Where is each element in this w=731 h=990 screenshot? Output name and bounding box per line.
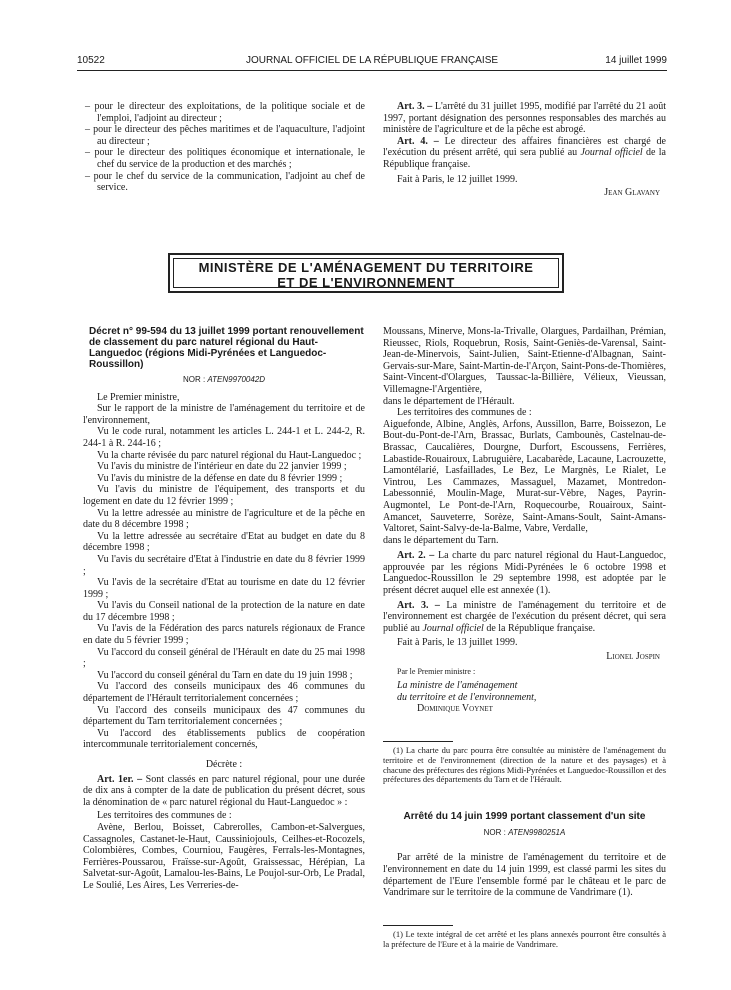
- ministry-heading-box: [168, 253, 564, 293]
- agriculture-articles: [383, 101, 666, 199]
- nor-label: NOR :: [483, 827, 509, 837]
- visa: Vu la lettre adressée au secrétaire d'Etat au budget en date du 8 décembre 1998 ;: [83, 530, 365, 554]
- list-item: – pour le directeur des pêches maritimes et de l'aquaculture, l'adjoint au directeur ;: [85, 124, 365, 147]
- visa: Vu l'accord des conseils municipaux des 46 communes du département de l'Hérault territorialement concernées ;: [83, 681, 365, 705]
- visa: Vu la lettre adressée au ministre de l'agriculture et de la pêche en date du 8 décembre 1998 ;: [83, 507, 365, 531]
- header-rule: [77, 70, 667, 71]
- visa: Vu l'avis du Conseil national de la protection de la nature en date du 17 décembre 1998 ;: [83, 600, 365, 623]
- journal-name: Journal officiel: [580, 147, 643, 159]
- decree-title: Décret n° 99-594 du 13 juillet 1999 portant renouvellement de classement du parc naturel régional du Haut-Languedoc (régions Midi-Pyrénées et Languedoc-Roussillon): [89, 326, 364, 370]
- arrete-title: Arrêté du 14 juin 1999 portant classement d'un site: [403, 811, 646, 823]
- decrete: Décrète :: [205, 759, 243, 770]
- visa: Vu l'accord des établissements publics de coopération intercommunale territorialement concernés,: [83, 727, 365, 751]
- visa: Vu l'avis de la Fédération des parcs naturels régionaux de France en date du 5 février 1999 ;: [83, 623, 365, 647]
- visa: Vu l'avis du ministre de l'intérieur en date du 22 janvier 1999 ;: [97, 461, 347, 473]
- visa: Vu l'avis du ministre de l'équipement, des transports et du logement en date du 12 février 1999 ;: [83, 484, 365, 507]
- footnote-rule: [383, 925, 453, 926]
- journal-title: JOURNAL OFFICIEL DE LA RÉPUBLIQUE FRANÇAISE: [245, 55, 499, 66]
- territories-intro: Les territoires des communes de :: [97, 810, 232, 822]
- herault-dept: dans le département de l'Hérault.: [383, 395, 515, 407]
- article-label: Art. 2. –: [397, 550, 435, 562]
- visa: Vu l'avis du secrétaire d'Etat à l'industrie en date du 8 février 1999 ;: [83, 553, 365, 577]
- list-item: – pour le directeur des politiques économique et internationale, le chef du service de la production et des marchés ;: [85, 147, 365, 170]
- by-prime-minister: Par le Premier ministre :: [397, 666, 476, 676]
- article-2: [383, 550, 666, 596]
- page-number: 10522: [77, 55, 105, 66]
- visa: Vu l'avis de la secrétaire d'Etat au tourisme en date du 12 février 1999 ;: [83, 577, 365, 600]
- nor-label: NOR :: [182, 375, 208, 384]
- herault-communes: Avène, Berlou, Boisset, Cabrerolles, Cambon-et-Salvergues, Cassagnoles, Castanet-le-Haut, Caussiniojouls, Ceilhes-et-Rocozels, Colombières, Combes, Courniou, Faugères, Ferrals-les-Montagnes, Ferrières-Poussarou, Fraïsse-sur-Agoût, Graissessac, Hérépian, La Salvetat-sur-Agoût, Lamalou-les-Bains, Le Poujol-sur-Orb, Le Pradal, Le Soulié, Les Aires, Les Verreries-de-: [83, 821, 365, 891]
- article-label: Art. 3. –: [397, 101, 433, 112]
- visa: Sur le rapport de la ministre de l'aménagement du territoire et de l'environnement,: [83, 403, 365, 426]
- ministry-heading: [173, 258, 559, 288]
- article-1: [83, 774, 365, 809]
- visa: Vu l'avis du ministre de la défense en date du 8 février 1999 ;: [97, 472, 343, 484]
- visa: Le Premier ministre,: [97, 391, 180, 403]
- page-header: [77, 55, 667, 69]
- arrete-text: Par arrêté de la ministre de l'aménagement du territoire et de l'environnement en date du 14 juin 1999, est classé parmi les sites du département de l'Eure l'ensemble formé par le château et le parc de Vandrimare sur le territoire de la commune de Vandrimare (1).: [383, 852, 666, 899]
- nor-reference: [383, 827, 666, 839]
- ministry-heading-line: MINISTÈRE DE L'AMÉNAGEMENT DU TERRITOIRE: [198, 260, 534, 275]
- list-item: – pour le chef du service de la communication, l'adjoint au chef de service.: [85, 170, 365, 194]
- visa: Vu la charte révisée du parc naturel régional du Haut-Languedoc ;: [97, 449, 362, 461]
- list-item: – pour le directeur des exploitations, de la politique sociale et de l'emploi, l'adjoint au directeur ;: [85, 101, 365, 124]
- issue-date: 14 juillet 1999: [605, 55, 667, 66]
- article-text: Le directeur des affaires financières est chargé de l'exécution du présent arrêté, qui sera publié au: [383, 135, 666, 159]
- herault-communes-continued: Moussans, Minerve, Mons-la-Trivalle, Olargues, Pardailhan, Prémian, Rieussec, Riols, Roquebrun, Rosis, Saint-Geniès-de-Varensal, Saint-Jean-de-Minervois, Saint-Julien, Saint-Etienne-d'Albagnan, Saint-Gervais-sur-Mare, Saint-Martin-de-l'Arçon, Saint-Pons-de-Thomières, Saint-Vincent-d'Olargues, Taussac-la-Billière, Vélieux, Vieussan, Villemagne-l'Argentière,: [383, 326, 666, 395]
- visa: Vu l'accord du conseil général du Tarn en date du 19 juin 1998 ;: [97, 669, 353, 681]
- tarn-communes: Aiguefonde, Albine, Anglès, Arfons, Aussillon, Barre, Boissezon, Le Bout-du-Pont-de-l'Arn, Brassac, Burlats, Cambounès, Castelnau-de-Brassac, Caucalières, Dourgne, Durfort, Escoussens, Ferrières, Labastide-Rouairoux, Labruguière, Lacabarède, Lacaune, Lacrouzette, Lamontélarié, Lasfaillades, Le Bez, Le Margnès, Le Rialet, Le Vintrou, Les Cammazes, Massaguel, Mazamet, Montredon-Labessonnié, Moulin-Mage, Murat-sur-Vèbre, Nages, Payrin-Augmontel, Le Pont-de-l'Arn, Roquecourbe, Rouairoux, Saint-Amancet, Sauveterre, Sorèze, Saint-Amans-Soult, Saint-Amans-Valtoret, Saint-Salvy-de-la-Balme, Vabre, Verdalle,: [383, 418, 666, 535]
- minister-title: du territoire et de l'environnement,: [397, 691, 537, 703]
- minister-signature: Dominique Voynet: [417, 703, 493, 715]
- tarn-dept: dans le département du Tarn.: [383, 534, 499, 546]
- decree-right-column: [383, 326, 666, 949]
- visa: Vu le code rural, notamment les articles L. 244-1 et L. 244-2, R. 244-1 à R. 244-16 ;: [83, 426, 365, 449]
- article-3: [383, 600, 666, 635]
- article-3: [383, 101, 666, 136]
- footnote: (1) La charte du parc pourra être consultée au ministère de l'aménagement du territoire et de l'environnement (direction de la nature et des paysages) et à chacune des préfectures des régions Midi-Pyrénées et Languedoc-Roussillon et des préfectures des départements du Tarn et de l'Hérault.: [383, 745, 667, 785]
- journal-name: Journal officiel: [422, 622, 484, 634]
- article-label: Art. 1er. –: [97, 773, 143, 785]
- article-4: [383, 136, 666, 171]
- pm-signature: Lionel Jospin: [606, 651, 660, 663]
- delegation-list: [83, 101, 365, 194]
- decree-left-column: [83, 326, 365, 892]
- article-label: Art. 4. –: [397, 135, 439, 147]
- done-at: Fait à Paris, le 12 juillet 1999.: [397, 173, 518, 185]
- article-text: de la République française.: [483, 622, 596, 634]
- nor-code: ATEN9970042D: [207, 375, 266, 384]
- nor-reference: [83, 374, 365, 386]
- article-text: La ministre de l'aménagement du territoire et de l'environnement est chargée de l'exécution du présent décret, qui sera publié au: [383, 599, 666, 634]
- done-at: Fait à Paris, le 13 juillet 1999.: [397, 637, 518, 649]
- footnote: (1) Le texte intégral de cet arrêté et les plans annexés pourront être consultés à la préfecture de l'Eure et à la mairie de Vandrimare.: [383, 928, 666, 949]
- article-text: Sont classés en parc naturel régional, pour une durée de dix ans à compter de la date de publication du présent décret, sous la dénomination de « parc naturel régional du Haut-Languedoc » :: [83, 773, 365, 808]
- article-text: La charte du parc naturel régional du Haut-Languedoc, approuvée par les régions Midi-Pyrénées le 6 octobre 1998 et Languedoc-Roussillon le 29 septembre 1998, est adoptée par le présent décret auquel elle est annexée (1).: [383, 550, 666, 597]
- footnote-rule: [383, 741, 453, 742]
- minister-title: La ministre de l'aménagement: [397, 680, 518, 692]
- territories-intro: Les territoires des communes de :: [397, 407, 532, 419]
- visa: Vu l'accord du conseil général de l'Hérault en date du 25 mai 1998 ;: [83, 646, 365, 670]
- article-text: L'arrêté du 31 juillet 1995, modifié par l'arrêté du 21 août 1997, portant désignation des personnes responsables des marchés au ministère de l'agriculture et de la pêche est abrogé.: [383, 101, 666, 136]
- nor-code: ATEN9980251A: [508, 827, 566, 837]
- ministry-heading-line: ET DE L'ENVIRONNEMENT: [277, 275, 455, 290]
- article-text: de la République française.: [383, 147, 666, 170]
- article-label: Art. 3. –: [397, 599, 440, 611]
- signature: Jean Glavany: [604, 187, 660, 199]
- visa: Vu l'accord des conseils municipaux des 47 communes du département du Tarn territorialement concernées ;: [83, 704, 365, 728]
